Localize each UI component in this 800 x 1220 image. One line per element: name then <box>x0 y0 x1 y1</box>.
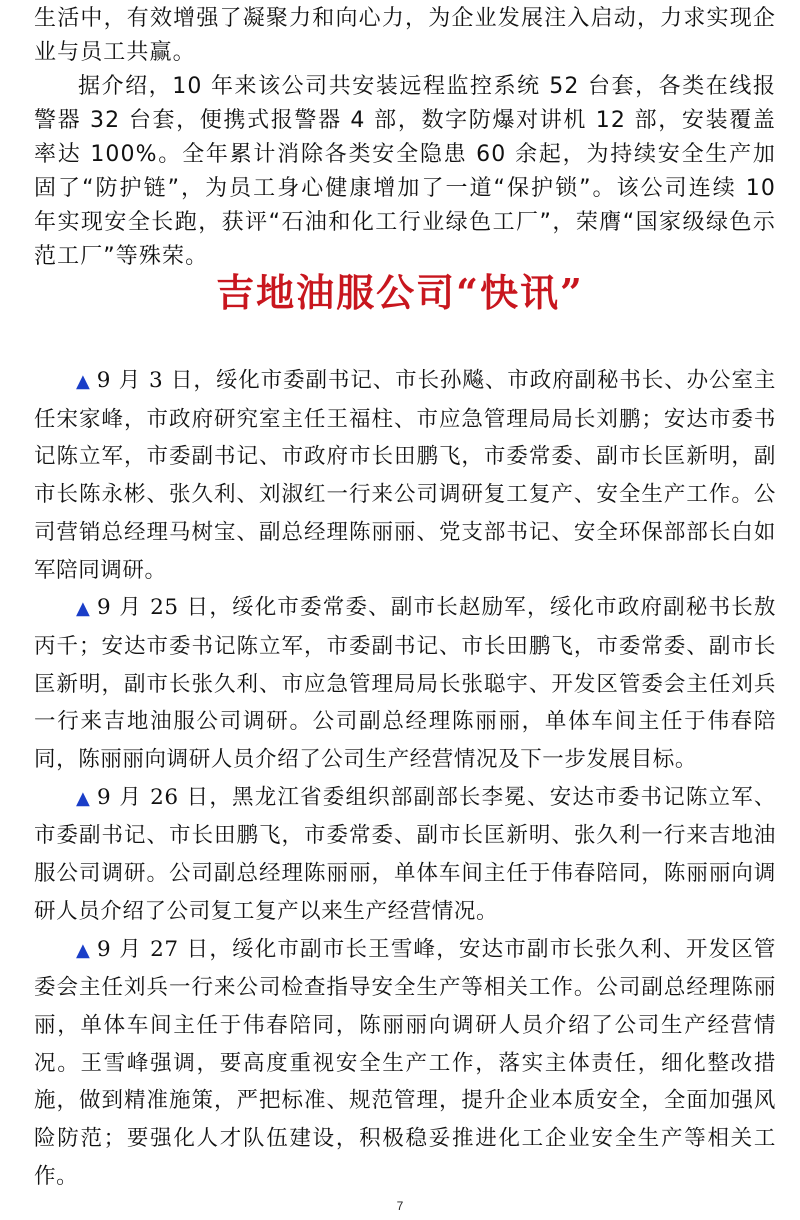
triangle-marker-icon: ▲ <box>76 598 92 620</box>
news-item-text: 9 月 3 日，绥化市委副书记、市长孙飚、市政府副秘书长、办公室主任宋家峰，市政府研究室主任王福柱、市应急管理局局长刘鹏；安达市委书记陈立军，市委副书记、市政府市长田鹏飞，市委常委、副市长匡新明，副市长陈永彬、张久利、刘淑红一行来公司调研复工复产、安全生产工作。公司营销总经理马树宝、副总经理陈丽丽、党支部书记、安全环保部部长白如军陪同调研。 <box>34 368 776 583</box>
news-item-3 <box>34 779 776 931</box>
news-item-4 <box>34 931 776 1196</box>
triangle-marker-icon: ▲ <box>76 939 92 961</box>
news-list <box>34 362 776 1195</box>
triangle-marker-icon: ▲ <box>76 787 92 809</box>
news-item-text: 9 月 27 日，绥化市副市长王雪峰，安达市副市长张久利、开发区管委会主任刘兵一行来公司检查指导安全生产等相关工作。公司副总经理陈丽丽，单体车间主任于伟春陪同，陈丽丽向调研人员介绍了公司生产经营情况。王雪峰强调，要高度重视安全生产工作，落实主体责任，细化整改措施，做到精准施策，严把标准、规范管理，提升企业本质安全，全面加强风险防范；要强化人才队伍建设，积极稳妥推进化工企业安全生产等相关工作。 <box>34 936 777 1189</box>
triangle-marker-icon: ▲ <box>76 371 91 392</box>
news-item-text: 9 月 25 日，绥化市委常委、副市长赵励军，绥化市政府副秘书长敖丙千；安达市委书记陈立军，市委副书记、市长田鹏飞，市委常委、副市长匡新明，副市长张久利、市应急管理局局长张聪宇、开发区管委会主任刘兵一行来吉地油服公司调研。公司副总经理陈丽丽，单体车间主任于伟春陪同，陈丽丽向调研人员介绍了公司生产经营情况及下一步发展目标。 <box>34 595 777 773</box>
page-number: 7 <box>396 1199 404 1213</box>
intro-paragraph-2: 据介绍，10 年来该公司共安装远程监控系统 52 台套，各类在线报警器 32 台套，便携式报警器 4 部，数字防爆对讲机 12 部，安装覆盖率达 100%。全年累计消除各类安全隐患 60 余起，为持续安全生产加固了“防护链”，为员工身心健康增加了一道“保护锁”。该公司连续 10 年实现安全长跑，获评“石油和化工行业绿色工厂”，荣膺“国家级绿色示范工厂”等殊荣。 <box>34 74 776 269</box>
news-item-2 <box>34 589 776 779</box>
news-item-text: 9 月 26 日，黑龙江省委组织部副部长李冕、安达市委书记陈立军、市委副书记、市长田鹏飞，市委常委、副市长匡新明、张久利一行来吉地油服公司调研。公司副总经理陈丽丽，单体车间主任于伟春陪同，陈丽丽向调研人员介绍了公司复工复产以来生产经营情况。 <box>34 784 777 924</box>
news-item-1 <box>34 362 776 589</box>
section-headline: 吉地油服公司“快讯” <box>216 270 584 315</box>
intro-paragraph-1: 生活中，有效增强了凝聚力和向心力，为企业发展注入启动，力求实现企业与员工共赢。 <box>34 6 776 65</box>
intro-section <box>34 2 776 274</box>
